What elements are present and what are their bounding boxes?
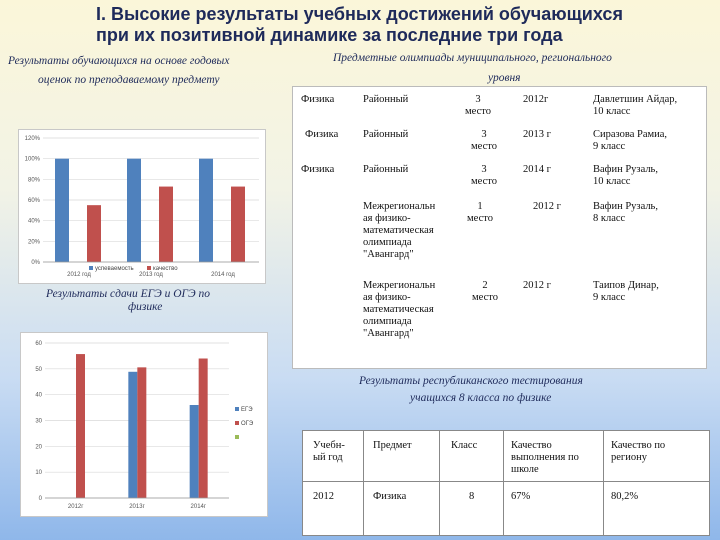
legend-swatch: [235, 435, 239, 439]
bar-ОГЭ-2012г: [76, 354, 85, 498]
bar-успеваемость-2013 год: [127, 159, 141, 262]
olympiad-heading-1: Предметные олимпиады муниципального, регионального: [333, 52, 612, 64]
bar-качество-2013 год: [159, 187, 173, 262]
x-tick-label: 2014 год: [211, 272, 235, 278]
legend-label: качество: [153, 266, 178, 272]
republic-cell-school-quality: 67%: [511, 491, 531, 502]
legend-swatch: [235, 421, 239, 425]
bar-успеваемость-2014 год: [199, 159, 213, 262]
republic-cell-subject: Физика: [373, 491, 407, 502]
republic-table: [302, 430, 710, 536]
bar-ОГЭ-2013г: [137, 367, 146, 498]
chart1-label-line-1: Результаты обучающихся на основе годовых: [8, 55, 230, 67]
y-tick-label: 50: [35, 366, 42, 373]
republic-heading-2: учащихся 8 класса по физике: [410, 392, 552, 404]
bar-успеваемость-2012 год: [55, 159, 69, 262]
page-title: [96, 4, 696, 46]
title-line-2: при их позитивной динамике за последние три года: [96, 25, 563, 45]
y-tick-label: 0%: [31, 260, 40, 266]
exam-chart-svg: [21, 333, 267, 516]
republic-cell-year: 2012: [313, 491, 334, 502]
legend-swatch: [235, 407, 239, 411]
olymp-r2-place: 3 место: [471, 129, 497, 152]
bar-качество-2014 год: [231, 187, 245, 262]
chart2-label-line-2: физике: [128, 301, 163, 313]
y-tick-label: 60%: [27, 198, 40, 204]
x-tick-label: 2014г: [190, 504, 207, 510]
x-tick-label: 2012 год: [67, 272, 91, 278]
republic-header-region-quality: Качество по региону: [611, 440, 666, 463]
chart2-label-line-1: Результаты сдачи ЕГЭ и ОГЭ по: [46, 288, 211, 300]
olymp-r5-year: 2012 г: [523, 280, 551, 291]
olymp-r3-year: 2014 г: [523, 164, 551, 175]
y-tick-label: 120%: [24, 136, 40, 142]
olymp-r5-level: Межрегиональн ая физико- математическая олимпиада "Авангард": [363, 280, 436, 339]
olymp-r1-level: Районный: [363, 94, 409, 105]
republic-cell-class: 8: [469, 491, 475, 502]
olymp-r4-place: 1 место: [467, 201, 493, 224]
bar-ОГЭ-2014г: [199, 359, 208, 499]
olymp-r2-year: 2013 г: [523, 129, 551, 140]
olymp-r5-student: Таипов Динар, 9 класс: [593, 280, 659, 303]
olymp-r3-place: 3 место: [471, 164, 497, 187]
y-tick-label: 20%: [27, 239, 40, 246]
bar-качество-2012 год: [87, 205, 101, 262]
republic-heading-1: Результаты республиканского тестирования: [359, 375, 583, 387]
olymp-r4-student: Вафин Рузаль, 8 класс: [593, 201, 658, 224]
chart1-label-line-2: оценок по преподаваемому предмету: [38, 74, 220, 86]
olympiad-table: [292, 86, 707, 369]
olymp-r3-subject: Физика: [301, 164, 335, 175]
olymp-r4-year: 2012 г: [533, 201, 561, 212]
y-tick-label: 20: [35, 444, 42, 451]
bar-ЕГЭ-2013г: [128, 372, 137, 498]
olymp-r4-level: Межрегиональн ая физико- математическая олимпиада "Авангард": [363, 201, 436, 260]
legend-swatch: [89, 266, 93, 270]
x-tick-label: 2013г: [129, 504, 145, 510]
legend-label: успеваемость: [95, 266, 134, 272]
y-tick-label: 0: [38, 496, 42, 502]
republic-header-subject: Предмет: [373, 440, 412, 451]
republic-cell-region-quality: 80,2%: [611, 491, 639, 502]
legend-label: ОГЭ: [241, 421, 254, 427]
x-tick-label: 2012г: [67, 504, 84, 510]
olymp-r1-student: Давлетшин Айдар, 10 класс: [593, 94, 678, 117]
olymp-r3-level: Районный: [363, 164, 409, 175]
republic-header-class: Класс: [451, 440, 478, 451]
y-tick-label: 80%: [27, 177, 40, 184]
y-tick-label: 60: [35, 341, 42, 347]
grades-chart-svg: [19, 130, 265, 283]
olymp-r3-student: Вафин Рузаль, 10 класс: [593, 164, 658, 187]
olymp-r1-year: 2012г: [523, 94, 549, 105]
republic-header-year: Учебн- ый год: [313, 440, 345, 463]
legend-swatch: [147, 266, 151, 270]
olymp-r2-subject: Физика: [305, 129, 339, 140]
olymp-r1-subject: Физика: [301, 94, 335, 105]
y-tick-label: 40%: [27, 218, 40, 225]
legend-label: ЕГЭ: [241, 407, 253, 413]
grades-chart: [18, 129, 266, 284]
y-tick-label: 40: [35, 392, 42, 399]
olymp-r5-place: 2 место: [472, 280, 498, 303]
x-tick-label: 2013 год: [139, 272, 163, 278]
olymp-r2-student: Сиразова Рамиа, 9 класс: [593, 129, 668, 152]
y-tick-label: 10: [35, 470, 42, 477]
title-line-1: I. Высокие результаты учебных достижений обучающихся: [96, 4, 623, 24]
republic-header-school-quality: Качество выполнения по школе: [511, 440, 579, 475]
y-tick-label: 30: [35, 418, 42, 425]
y-tick-label: 100%: [24, 156, 40, 163]
olymp-r1-place: 3 место: [465, 94, 491, 117]
olymp-r2-level: Районный: [363, 129, 409, 140]
olympiad-heading-2: уровня: [488, 72, 521, 84]
bar-ЕГЭ-2014г: [190, 405, 199, 498]
exam-chart: [20, 332, 268, 517]
